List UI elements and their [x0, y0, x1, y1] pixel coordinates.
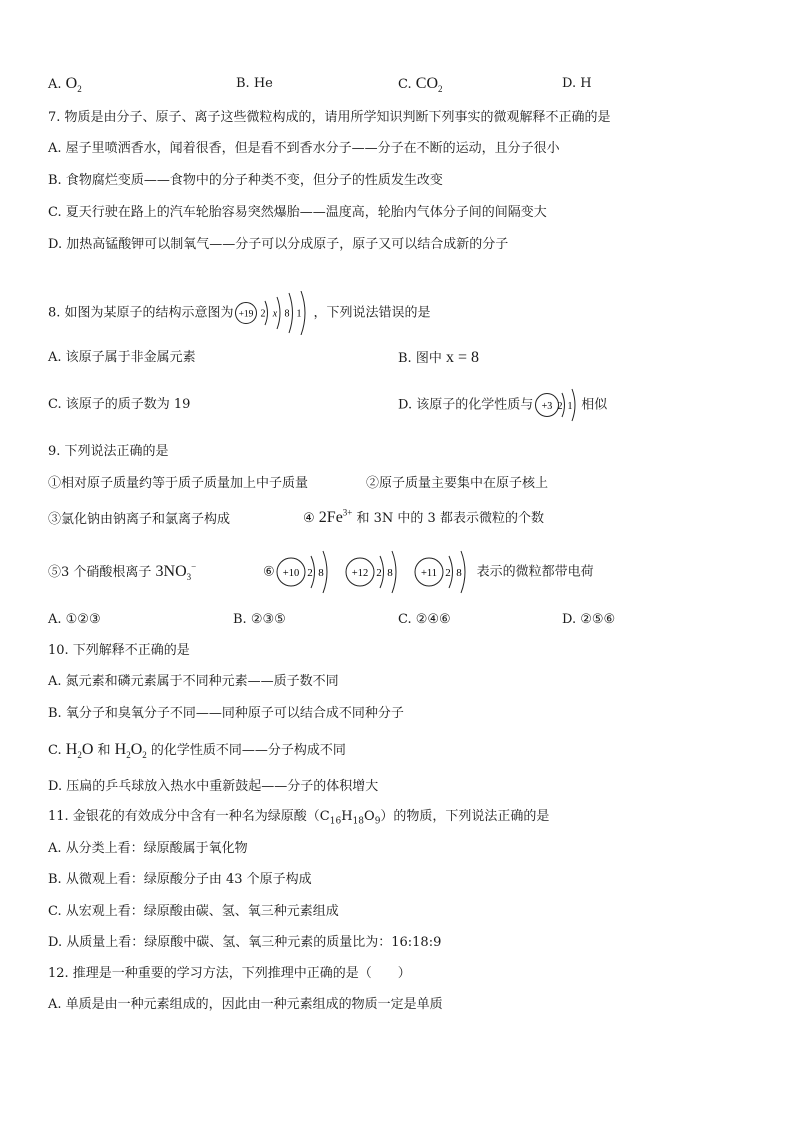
q7-stem: 7. 物质是由分子、原子、离子这些微粒构成的，请用所学知识判断下列事实的微观解释不正确的是	[48, 110, 611, 125]
q7-option-b: B. 食物腐烂变质——食物中的分子种类不变，但分子的性质发生改变	[48, 173, 443, 188]
statement-number: ⑥	[263, 564, 275, 580]
option-label: C.	[398, 77, 412, 92]
q9-statement-3: ③氯化钠由钠离子和氯离子构成	[48, 512, 231, 527]
q9-statement-1: ①相对原子质量约等于质子质量加上中子质量	[48, 476, 309, 491]
q11-option-d: D. 从质量上看：绿原酸中碳、氢、氧三种元素的质量比为：16:18:9	[48, 935, 442, 950]
q7-option-d: D. 加热高锰酸钾可以制氧气——分子可以分成原子，原子又可以结合成新的分子	[48, 237, 509, 252]
formula-h2o: $H_2O$	[65, 741, 94, 761]
q9-option-c: C. ②④⑥	[398, 612, 451, 627]
svg-text:8: 8	[284, 308, 290, 320]
svg-text:2: 2	[444, 567, 451, 579]
svg-text:2: 2	[375, 567, 382, 579]
q7-option-c: C. 夏天行驶在路上的汽车轮胎容易突然爆胎——温度高，轮胎内气体分子间的间隔变大	[48, 205, 547, 220]
svg-text:+12: +12	[351, 568, 368, 579]
q6-option-b: B. He	[236, 76, 273, 91]
q9-statement-2: ②原子质量主要集中在原子核上	[366, 476, 549, 491]
statement-number: ④	[303, 511, 315, 526]
q11-option-a: A. 从分类上看：绿原酸属于氧化物	[48, 841, 248, 856]
statement-text: 和 3N 中的 3 都表示微粒的个数	[352, 511, 544, 526]
formula-o2: $O_2$	[65, 75, 82, 95]
option-d-text: D. 该原子的化学性质与	[398, 397, 534, 413]
ion-diagram-ne	[275, 548, 339, 596]
svg-text:x: x	[272, 308, 277, 320]
formula-h2o2: $H_2O_2$	[114, 741, 147, 761]
atom-diagram-li	[533, 385, 581, 425]
subscript: 9	[374, 816, 381, 827]
svg-text:8: 8	[386, 567, 393, 579]
q9-statement-5	[48, 563, 196, 582]
q9-statement-6	[263, 548, 594, 596]
q11-stem-text-after: ）的物质，下列说法正确的是	[380, 809, 550, 824]
q6-option-c	[398, 75, 443, 94]
formula-x-eq-8: x = 8	[445, 349, 479, 366]
q9-statement-4	[303, 509, 544, 528]
subscript: 18	[352, 816, 365, 827]
svg-text:8: 8	[317, 567, 324, 579]
option-d-text-after: 相似	[581, 397, 608, 413]
svg-text:2: 2	[557, 401, 563, 412]
q11-stem-text: 11. 金银花的有效成分中含有一种名为绿原酸（C	[48, 809, 330, 824]
q8-stem-text: 8. 如图为某原子的结构示意图为	[48, 305, 234, 321]
svg-text:1: 1	[296, 308, 302, 320]
q9-option-a: A. ①②③	[48, 612, 101, 627]
svg-text:+3: +3	[541, 401, 553, 412]
subscript: 16	[329, 816, 342, 827]
q9-option-d: D. ②⑤⑥	[562, 612, 616, 627]
q10-option-d: D. 压扁的乒乓球放入热水中重新鼓起——分子的体积增大	[48, 779, 379, 794]
svg-text:2: 2	[260, 308, 266, 320]
q6-option-a	[48, 75, 82, 94]
ion-diagram-mg	[339, 548, 413, 596]
q8-option-a: A. 该原子属于非金属元素	[48, 350, 196, 365]
q10-option-a: A. 氮元素和磷元素属于不同种元素——质子数不同	[48, 674, 339, 689]
svg-text:+10: +10	[282, 568, 299, 579]
q8-option-b	[398, 349, 479, 368]
q8-option-c: C. 该原子的质子数为 19	[48, 397, 191, 412]
q9-stem: 9. 下列说法正确的是	[48, 444, 169, 459]
option-label: B. 图中	[398, 351, 442, 366]
q11-option-b: B. 从微观上看：绿原酸分子由 43 个原子构成	[48, 872, 312, 887]
q12-option-a: A. 单质是由一种元素组成的，因此由一种元素组成的物质一定是单质	[48, 997, 443, 1012]
q10-option-c	[48, 741, 346, 760]
q11-option-c: C. 从宏观上看：绿原酸由碳、氢、氧三种元素组成	[48, 904, 339, 919]
q10-stem: 10. 下列解释不正确的是	[48, 643, 190, 658]
option-text: 的化学性质不同——分子构成不同	[146, 743, 346, 758]
element-symbol: H	[341, 809, 353, 824]
statement-text: ⑤3 个硝酸根离子	[48, 565, 152, 580]
formula-3no3: $3NO_3^-$	[155, 561, 197, 583]
svg-text:8: 8	[455, 567, 462, 579]
formula-co2: $CO_2$	[415, 75, 443, 95]
svg-text:+19: +19	[238, 309, 253, 320]
option-label: A.	[48, 77, 62, 92]
atom-diagram-k	[234, 291, 314, 335]
ion-diagram-na	[413, 548, 477, 596]
statement-text: 表示的微粒都带电荷	[476, 564, 594, 580]
q8-stem	[48, 291, 431, 335]
formula-2fe3: $2Fe^{3+}$	[318, 507, 353, 526]
option-label: C.	[48, 743, 62, 758]
q8-option-d	[398, 385, 607, 425]
svg-text:+11: +11	[420, 568, 437, 579]
svg-text:1: 1	[567, 401, 573, 412]
svg-text:2: 2	[306, 567, 313, 579]
option-text: 和	[93, 743, 115, 758]
q9-option-b: B. ②③⑤	[233, 612, 286, 627]
q8-stem-text-after: ，下列说法错误的是	[313, 305, 431, 321]
q6-option-d: D. H	[562, 76, 592, 91]
q10-option-b: B. 氧分子和臭氧分子不同——同种原子可以结合成不同种分子	[48, 706, 404, 721]
q7-option-a: A. 屋子里喷洒香水，闻着很香，但是看不到香水分子——分子在不断的运动，且分子很小	[48, 141, 560, 156]
element-symbol: O	[364, 809, 375, 824]
q11-stem	[48, 808, 549, 826]
q12-stem: 12. 推理是一种重要的学习方法，下列推理中正确的是（ ）	[48, 966, 411, 981]
